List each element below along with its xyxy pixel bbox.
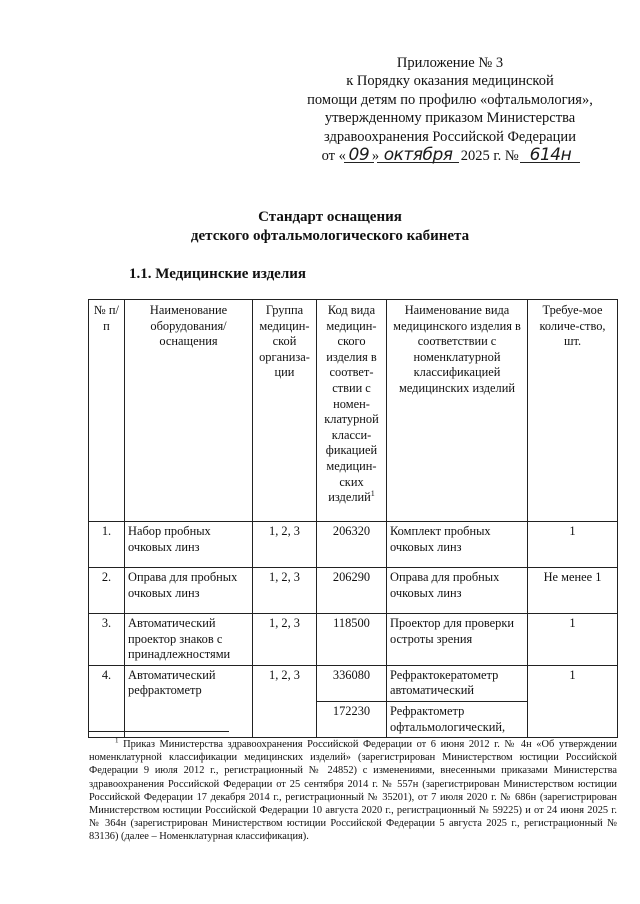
- approval-line-1: Приложение № 3: [396, 55, 504, 71]
- cell-name: Автоматический проектор знаков с принадлежностями: [125, 614, 253, 666]
- footnote-marker: 1: [115, 736, 119, 745]
- handwritten-order-number: 614н: [522, 146, 578, 164]
- cell-group: 1, 2, 3: [253, 522, 317, 568]
- section-heading: 1.1. Медицинские изделия: [129, 266, 306, 282]
- handwritten-month: октября: [379, 146, 457, 164]
- handwritten-day: 09: [346, 146, 372, 164]
- header-vname: Наименование вида медицинского изделия в соответствии с номенклатурной классификацией медицинских изделий: [387, 300, 528, 522]
- approval-date-line: [285, 146, 615, 165]
- cell-vname: Рефрактометр офтальмологический,: [387, 701, 528, 737]
- cell-qty: 1: [528, 665, 618, 737]
- cell-vname: Рефрактокератометр автоматический: [387, 665, 528, 701]
- footnote-ref: 1: [370, 489, 375, 498]
- approval-line-2: к Порядку оказания медицинской: [346, 73, 554, 90]
- header-name: Наименование оборудования/ оснащения: [125, 300, 253, 522]
- table-row: [89, 614, 618, 666]
- title-line-1: Стандарт оснащения: [258, 209, 402, 225]
- footnote-divider: [89, 731, 229, 732]
- cell-code: 118500: [317, 614, 387, 666]
- cell-code: 172230: [317, 701, 387, 737]
- cell-num: 3.: [89, 614, 125, 666]
- header-group: Группа медицин-ской организа-ции: [253, 300, 317, 522]
- cell-group: 1, 2, 3: [253, 665, 317, 737]
- cell-name: Автоматический рефрактометр: [125, 665, 253, 737]
- table-row: [89, 522, 618, 568]
- cell-vname: Проектор для проверки остроты зрения: [387, 614, 528, 666]
- table-header-row: [89, 300, 618, 522]
- header-code: Код вида медицин-ского изделия в соответ-ствии с номен-клатурной класси-фикацией медицин-ских изделий$^1$: [317, 300, 387, 522]
- approval-line-3: помощи детям по профилю «офтальмология»,: [307, 91, 593, 108]
- cell-qty: 1: [528, 522, 618, 568]
- cell-vname: Оправа для пробных очковых линз: [387, 568, 528, 614]
- document-title: [160, 208, 500, 246]
- equipment-table: [88, 299, 618, 738]
- title-line-2: детского офтальмологического кабинета: [190, 228, 470, 244]
- cell-code: 206320: [317, 522, 387, 568]
- cell-qty: Не менее 1: [528, 568, 618, 614]
- footnote: [89, 738, 617, 844]
- approval-block: [285, 54, 615, 165]
- cell-num: 1.: [89, 522, 125, 568]
- cell-qty: 1: [528, 614, 618, 666]
- cell-code: 336080: [317, 665, 387, 701]
- footnote-text: Приказ Министерства здравоохранения Российской Федерации от 6 июня 2012 г. № 4н «Об утверждении номенклатурной классификации медицинских изделий» (зарегистрирован Министерством юстиции Российской Федерации 9 июля 2012 г., регистрационный № 24852) с изменениями, внесенными приказами Министерства здравоохранения Российской Федерации от 25 сентября 2014 г. № 557н (зарегистрирован Министерством юстиции Российской Федерации 17 декабря 2014 г., регистрационный № 35201), от 7 июля 2020 г. № 686н (зарегистрирован Министерством юстиции Российской Федерации 10 августа 2020 г., регистрационный № 59225) и от 24 июня 2025 г. № 364н (зарегистрирован Министерством юстиции Российской Федерации 5 августа 2025 г., регистрационный № 83136) (далее – Номенклатурная классификация).: [89, 739, 617, 843]
- cell-group: 1, 2, 3: [253, 614, 317, 666]
- year-number-label: 2025 г. №: [460, 148, 519, 165]
- approval-line-5: здравоохранения Российской Федерации: [324, 128, 576, 145]
- header-qty: Требуе-мое количе-ство, шт.: [528, 300, 618, 522]
- date-prefix: от «: [321, 148, 346, 165]
- table-row: [89, 568, 618, 614]
- cell-name: Оправа для пробных очковых линз: [125, 568, 253, 614]
- header-num: № п/п: [89, 300, 125, 522]
- cell-vname: Комплект пробных очковых линз: [387, 522, 528, 568]
- table-row: [89, 665, 618, 701]
- date-quote: »: [371, 148, 380, 165]
- cell-code: 206290: [317, 568, 387, 614]
- cell-name: Набор пробных очковых линз: [125, 522, 253, 568]
- cell-group: 1, 2, 3: [253, 568, 317, 614]
- approval-line-4: утвержденному приказом Министерства: [324, 110, 576, 127]
- cell-num: 4.: [89, 665, 125, 737]
- cell-num: 2.: [89, 568, 125, 614]
